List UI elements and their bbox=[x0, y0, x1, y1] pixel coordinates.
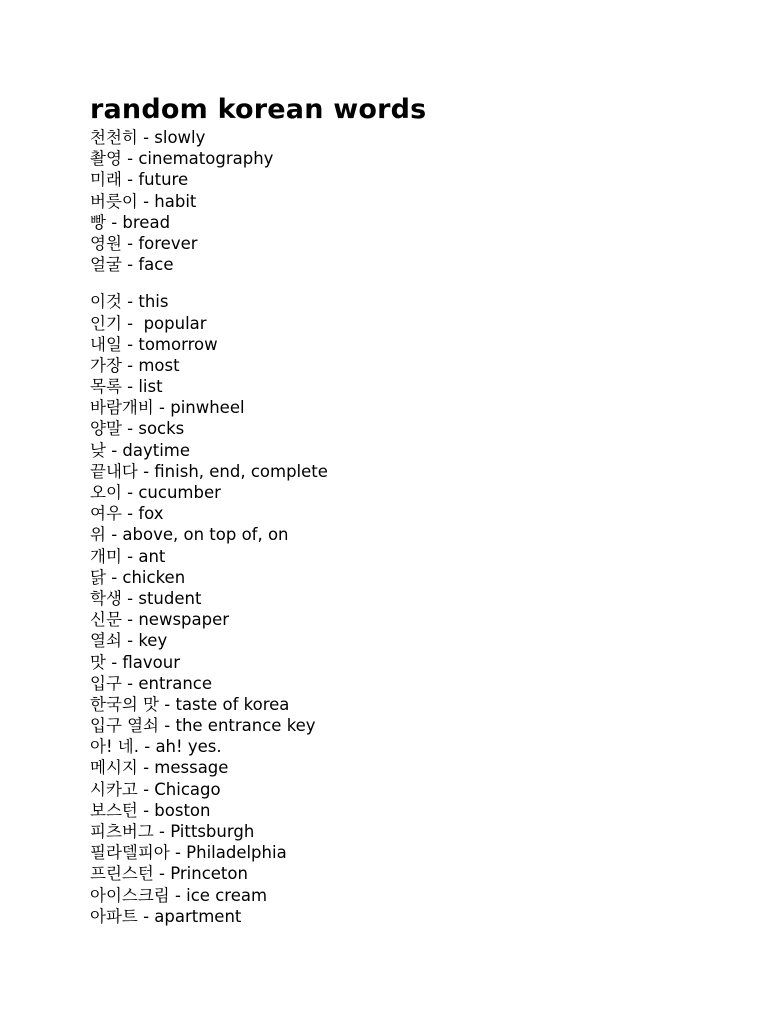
korean-word: 영원 bbox=[90, 233, 122, 253]
word-entry bbox=[90, 694, 730, 715]
word-entry bbox=[90, 418, 730, 439]
separator: - bbox=[121, 233, 139, 253]
separator: - bbox=[121, 631, 139, 651]
word-entry bbox=[90, 863, 730, 884]
english-translation: the entrance key bbox=[175, 716, 316, 736]
english-translation: message bbox=[154, 758, 229, 778]
english-translation: Princeton bbox=[170, 864, 248, 884]
word-entry bbox=[90, 652, 730, 673]
english-translation: future bbox=[138, 170, 189, 190]
korean-word: 촬영 bbox=[90, 149, 122, 169]
english-translation: chicken bbox=[122, 567, 186, 587]
korean-word: 입구 bbox=[90, 673, 122, 693]
separator: - bbox=[137, 800, 155, 820]
english-translation: boston bbox=[154, 800, 211, 820]
separator: - bbox=[121, 673, 139, 693]
word-entry bbox=[90, 885, 730, 906]
english-translation: Philadelphia bbox=[186, 843, 287, 863]
korean-word: 내일 bbox=[90, 334, 122, 354]
word-entry bbox=[90, 334, 730, 355]
separator: - bbox=[105, 525, 123, 545]
korean-word: 메시지 bbox=[90, 758, 138, 778]
word-list-group-1 bbox=[90, 127, 730, 275]
english-translation: key bbox=[138, 631, 168, 651]
korean-word: 목록 bbox=[90, 377, 122, 397]
english-translation: Chicago bbox=[154, 779, 221, 799]
korean-word: 필라델피아 bbox=[90, 843, 170, 863]
word-entry bbox=[90, 291, 730, 312]
korean-word: 이것 bbox=[90, 292, 122, 312]
korean-word: 아이스크림 bbox=[90, 885, 170, 905]
word-entry bbox=[90, 148, 730, 169]
english-translation: this bbox=[138, 292, 169, 312]
separator: - bbox=[121, 588, 139, 608]
separator: - bbox=[169, 843, 187, 863]
separator: - bbox=[121, 355, 139, 375]
word-entry bbox=[90, 524, 730, 545]
english-translation: newspaper bbox=[138, 610, 230, 630]
english-translation: face bbox=[138, 255, 174, 275]
separator: - bbox=[121, 334, 139, 354]
word-entry bbox=[90, 842, 730, 863]
korean-word: 미래 bbox=[90, 170, 122, 190]
separator: - bbox=[121, 149, 139, 169]
word-entry bbox=[90, 821, 730, 842]
english-translation: habit bbox=[154, 191, 197, 211]
english-translation: ant bbox=[138, 546, 166, 566]
word-entry bbox=[90, 630, 730, 651]
word-entry bbox=[90, 482, 730, 503]
korean-word: 인기 bbox=[90, 313, 122, 333]
korean-word: 바람개비 bbox=[90, 398, 154, 418]
word-entry bbox=[90, 546, 730, 567]
separator: - bbox=[121, 313, 139, 333]
separator: - bbox=[138, 737, 156, 757]
korean-word: 끝내다 bbox=[90, 461, 138, 481]
korean-word: 얼굴 bbox=[90, 255, 122, 275]
separator: - bbox=[121, 377, 139, 397]
separator: - bbox=[153, 398, 171, 418]
separator: - bbox=[137, 779, 155, 799]
korean-word: 낮 bbox=[90, 440, 106, 460]
separator: - bbox=[105, 212, 123, 232]
separator: - bbox=[105, 440, 123, 460]
korean-word: 입구 열쇠 bbox=[90, 716, 160, 736]
korean-word: 한국의 맛 bbox=[90, 694, 160, 714]
korean-word: 보스턴 bbox=[90, 800, 138, 820]
document-title: random korean words bbox=[90, 94, 427, 125]
korean-word: 버릇이 bbox=[90, 191, 138, 211]
english-translation: popular bbox=[138, 313, 207, 333]
separator: - bbox=[121, 419, 139, 439]
korean-word: 열쇠 bbox=[90, 631, 122, 651]
word-entry bbox=[90, 906, 730, 927]
korean-word: 시카고 bbox=[90, 779, 138, 799]
word-entry bbox=[90, 254, 730, 275]
separator: - bbox=[137, 128, 155, 147]
english-translation: finish, end, complete bbox=[154, 461, 328, 481]
english-translation: list bbox=[138, 377, 163, 397]
word-entry bbox=[90, 800, 730, 821]
separator: - bbox=[159, 694, 176, 714]
english-translation: apartment bbox=[154, 906, 242, 926]
separator: - bbox=[105, 652, 123, 672]
word-entry bbox=[90, 313, 730, 334]
separator: - bbox=[105, 567, 123, 587]
korean-word: 오이 bbox=[90, 483, 122, 502]
word-entry bbox=[90, 567, 730, 588]
separator: - bbox=[137, 461, 155, 481]
word-entry bbox=[90, 609, 730, 630]
word-entry bbox=[90, 715, 730, 736]
english-translation: pinwheel bbox=[170, 398, 245, 418]
word-entry bbox=[90, 233, 730, 254]
english-translation: taste of korea bbox=[175, 694, 290, 714]
korean-word: 닭 bbox=[90, 567, 106, 587]
korean-word: 여우 bbox=[90, 504, 122, 524]
english-translation: above, on top of, on bbox=[122, 525, 289, 545]
word-list-group-2 bbox=[90, 291, 730, 927]
word-entry bbox=[90, 376, 730, 397]
word-entry bbox=[90, 191, 730, 212]
word-entry bbox=[90, 397, 730, 418]
korean-word: 피츠버그 bbox=[90, 822, 154, 841]
english-translation: slowly bbox=[154, 128, 206, 147]
english-translation: most bbox=[138, 355, 180, 375]
english-translation: ice cream bbox=[186, 885, 268, 905]
english-translation: cinematography bbox=[138, 149, 274, 169]
separator: - bbox=[121, 170, 139, 190]
korean-word: 아파트 bbox=[90, 906, 138, 926]
word-entry bbox=[90, 736, 730, 757]
english-translation: forever bbox=[138, 233, 198, 253]
word-entry bbox=[90, 212, 730, 233]
separator: - bbox=[121, 255, 139, 275]
korean-word: 양말 bbox=[90, 419, 122, 439]
korean-word: 맛 bbox=[90, 652, 106, 672]
korean-word: 빵 bbox=[90, 212, 106, 232]
word-entry bbox=[90, 169, 730, 190]
korean-word: 학생 bbox=[90, 588, 122, 608]
english-translation: fox bbox=[138, 504, 164, 524]
korean-word: 가장 bbox=[90, 355, 122, 375]
english-translation: bread bbox=[122, 212, 171, 232]
separator: - bbox=[137, 906, 155, 926]
english-translation: tomorrow bbox=[138, 334, 218, 354]
document-page bbox=[90, 93, 730, 927]
word-entry bbox=[90, 757, 730, 778]
word-entry bbox=[90, 440, 730, 461]
korean-word: 아! 네. bbox=[90, 737, 139, 757]
separator: - bbox=[121, 546, 139, 566]
english-translation: daytime bbox=[122, 440, 191, 460]
word-entry bbox=[90, 588, 730, 609]
english-translation: Pittsburgh bbox=[170, 822, 255, 841]
english-translation: socks bbox=[138, 419, 185, 439]
word-entry bbox=[90, 779, 730, 800]
word-entry bbox=[90, 461, 730, 482]
word-entry bbox=[90, 127, 730, 148]
word-entry bbox=[90, 355, 730, 376]
english-translation: cucumber bbox=[138, 483, 221, 502]
english-translation: flavour bbox=[122, 652, 181, 672]
korean-word: 신문 bbox=[90, 610, 122, 630]
separator: - bbox=[153, 822, 171, 841]
word-entry bbox=[90, 673, 730, 694]
separator: - bbox=[121, 504, 139, 524]
korean-word: 프린스턴 bbox=[90, 864, 154, 884]
separator: - bbox=[121, 483, 139, 502]
separator: - bbox=[137, 758, 155, 778]
english-translation: ah! yes. bbox=[155, 737, 222, 757]
english-translation: student bbox=[138, 588, 202, 608]
korean-word: 위 bbox=[90, 525, 106, 545]
separator: - bbox=[169, 885, 187, 905]
word-entry bbox=[90, 503, 730, 524]
korean-word: 천천히 bbox=[90, 128, 138, 147]
separator: - bbox=[137, 191, 155, 211]
separator: - bbox=[121, 292, 139, 312]
separator: - bbox=[121, 610, 139, 630]
separator: - bbox=[153, 864, 171, 884]
korean-word: 개미 bbox=[90, 546, 122, 566]
separator: - bbox=[159, 716, 176, 736]
english-translation: entrance bbox=[138, 673, 212, 693]
